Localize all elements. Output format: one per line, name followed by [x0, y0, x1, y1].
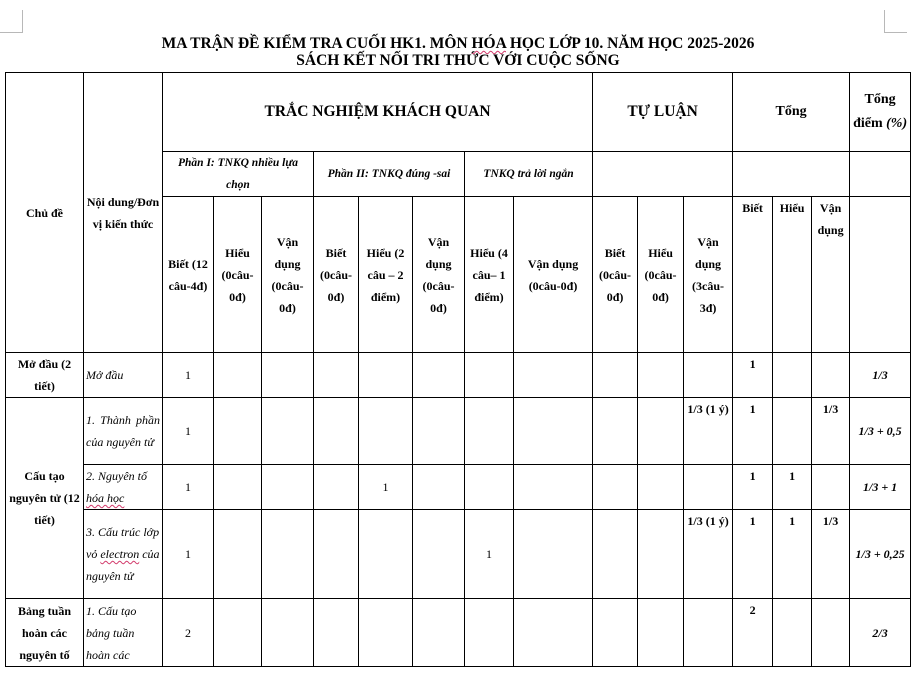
sub-p2-vd: Vận dụng (0câu-0đ) [413, 197, 465, 353]
table-row [6, 510, 911, 599]
sub-p3-vd: Vận dụng (0câu-0đ) [514, 197, 593, 353]
spellcheck-word: HÓA [471, 35, 506, 52]
spellcheck-word: hóa học [86, 491, 125, 505]
p1-biet-cell: 1 [163, 398, 214, 465]
header-chu-de: Chủ đề [6, 73, 84, 353]
page-corner-mark [0, 10, 23, 33]
sub-tl-vd: Vận dụng (3câu-3đ) [684, 197, 733, 353]
table-row [6, 353, 911, 398]
content-cell: 2. Nguyên tố hóa học [84, 465, 163, 510]
sub-t-hieu: Hiểu [773, 197, 812, 353]
t-hieu-cell: 1 [773, 510, 812, 599]
header-phan-2: Phần II: TNKQ đúng -sai [314, 152, 465, 197]
empty-cell [733, 152, 850, 197]
t-vd-cell: 1/3 [812, 398, 850, 465]
topic-cell: Bảng tuần hoàn các nguyên tố [6, 599, 84, 667]
p1-biet-cell: 1 [163, 353, 214, 398]
total-cell: 1/3 + 0,25 [850, 510, 911, 599]
content-cell: 3. Cấu trúc lớp vỏ electron của nguyên tử [84, 510, 163, 599]
sub-p1-biet: Biết (12 câu-4đ) [163, 197, 214, 353]
t-biet-cell: 1 [733, 353, 773, 398]
header-tu-luan: TỰ LUẬN [593, 73, 733, 152]
tl-vd-cell: 1/3 (1 ý) [684, 510, 733, 599]
empty-cell [850, 197, 911, 353]
empty-cell [850, 152, 911, 197]
p3-hieu-cell: 1 [465, 510, 514, 599]
document-subtitle: SÁCH KẾT NỐI TRI THỨC VỚI CUỘC SỐNG [296, 52, 620, 69]
t-biet-cell: 1 [733, 465, 773, 510]
tl-vd-cell: 1/3 (1 ý) [684, 398, 733, 465]
t-biet-cell: 1 [733, 510, 773, 599]
content-cell: 1. Cấu tạo bảng tuần hoàn các [84, 599, 163, 667]
sub-p2-hieu: Hiểu (2 câu – 2 điểm) [359, 197, 413, 353]
header-tnkq: TRẮC NGHIỆM KHÁCH QUAN [163, 73, 593, 152]
sub-p3-hieu: Hiểu (4 câu– 1 điểm) [465, 197, 514, 353]
sub-p1-vd: Vận dụng (0câu-0đ) [262, 197, 314, 353]
header-phan-3: TNKQ trả lời ngắn [465, 152, 593, 197]
t-biet-cell: 1 [733, 398, 773, 465]
topic-cell: Mở đầu (2 tiết) [6, 353, 84, 398]
sub-p2-biet: Biết (0câu-0đ) [314, 197, 359, 353]
page-corner-mark [884, 10, 907, 33]
sub-t-vd: Vận dụng [812, 197, 850, 353]
content-cell: 1. Thành phần của nguyên tử [84, 398, 163, 465]
sub-t-biet: Biết [733, 197, 773, 353]
t-vd-cell: 1/3 [812, 510, 850, 599]
sub-tl-biet: Biết (0câu-0đ) [593, 197, 638, 353]
empty-cell [593, 152, 733, 197]
p2-hieu-cell: 1 [359, 465, 413, 510]
table-row [6, 599, 911, 667]
sub-p1-hieu: Hiểu (0câu-0đ) [214, 197, 262, 353]
assessment-matrix-table [5, 72, 911, 667]
total-cell: 1/3 [850, 353, 911, 398]
t-biet-cell: 2 [733, 599, 773, 667]
header-tong: Tổng [733, 73, 850, 152]
spellcheck-word: electron [100, 547, 140, 561]
content-cell: Mở đầu [84, 353, 163, 398]
p1-biet-cell: 2 [163, 599, 214, 667]
total-cell: 1/3 + 1 [850, 465, 911, 510]
document-title: MA TRẬN ĐỀ KIỂM TRA CUỐI HK1. MÔN HÓA HỌC LỚP 10. NĂM HỌC 2025-2026 [161, 35, 755, 52]
p1-biet-cell: 1 [163, 465, 214, 510]
total-cell: 1/3 + 0,5 [850, 398, 911, 465]
header-phan-1: Phần I: TNKQ nhiều lựa chọn [163, 152, 314, 197]
table-row [6, 465, 911, 510]
sub-tl-hieu: Hiểu (0câu-0đ) [638, 197, 684, 353]
header-noi-dung: Nội dung/Đơn vị kiến thức [84, 73, 163, 353]
table-row [6, 398, 911, 465]
total-cell: 2/3 [850, 599, 911, 667]
p1-biet-cell: 1 [163, 510, 214, 599]
topic-cell: Cấu tạo nguyên tử (12 tiết) [6, 398, 84, 599]
header-tong-diem: Tổng điểm (%) [850, 73, 911, 152]
t-hieu-cell: 1 [773, 465, 812, 510]
